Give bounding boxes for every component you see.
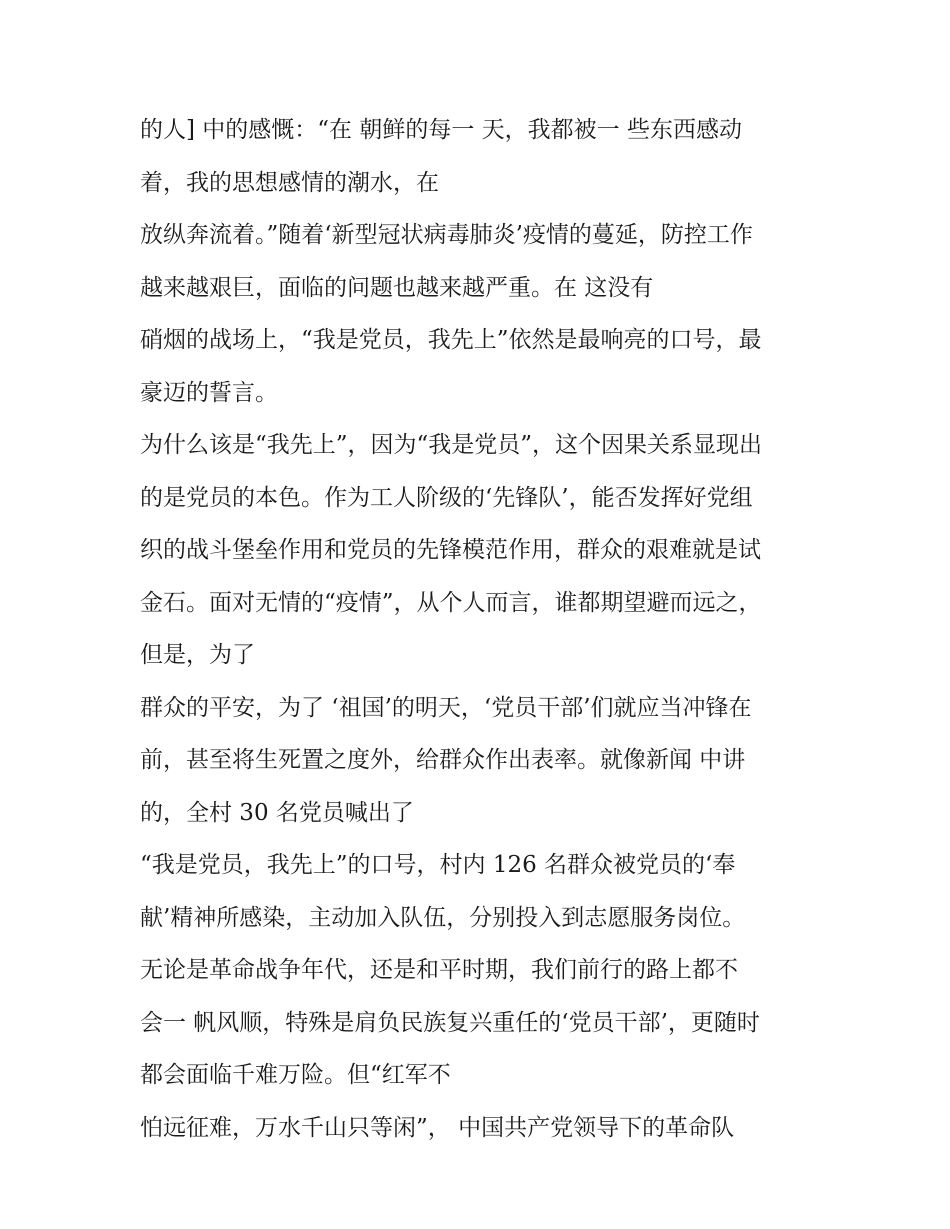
text-line: 前，甚至将生死置之度外，给群众作出表率。就像新闻 中讲 xyxy=(140,747,746,773)
text-line: 无论是革命战争年代，还是和平时期，我们前行的路上都不 xyxy=(140,957,738,983)
text-line: 怕远征难，万水千山只等闲”， 中国共产党领导下的革命队 xyxy=(140,1114,735,1141)
text-line: 放纵奔流着。”随着‘新型冠状病毒肺炎’疫情的蔓延，防控工作 xyxy=(140,222,753,248)
text-line: 但是，为了 xyxy=(140,642,255,668)
text-line: 都会面临千难万险。但“红军不 xyxy=(140,1062,451,1088)
text-line: 织的战斗堡垒作用和党员的先锋模范作用，群众的艰难就是试 xyxy=(140,537,761,563)
body-text xyxy=(140,108,830,1158)
text-line: “我是党员，我先上”的口号，村内 126 名群众被党员的‘奉 xyxy=(140,852,736,878)
text-line: 为什么该是“我先上”，因为“我是党员”，这个因果关系显现出 xyxy=(140,432,763,458)
text-line: 群众的平安，为了 ‘祖国’的明天，‘党员干部’们就应当冲锋在 xyxy=(140,694,752,721)
text-line: 会一 帆风顺，特殊是肩负民族复兴重任的‘党员干部’，更随时 xyxy=(140,1009,760,1036)
text-line: 的人] 中的感慨：“在 朝鲜的每一 天，我都被一 些东西感动 xyxy=(140,117,742,143)
text-line: 越来越艰巨，面临的问题也越来越严重。在 这没有 xyxy=(140,274,654,301)
text-line: 硝烟的战场上，“我是党员，我先上”依然是最响亮的口号，最 xyxy=(140,327,762,353)
text-line: 豪迈的誓言。 xyxy=(140,379,278,406)
text-line: 的，全村 30 名党员喊出了 xyxy=(140,799,414,826)
text-line: 的是党员的本色。作为工人阶级的‘先锋队’，能否发挥好党组 xyxy=(140,484,753,511)
text-line: 着，我的思想感情的潮水，在 xyxy=(140,169,439,196)
text-line: 献’精神所感染，主动加入队伍，分别投入到志愿服务岗位。 xyxy=(140,904,746,931)
text-line: 金石。面对无情的“疫情”，从个人而言，谁都期望避而远之， xyxy=(140,589,762,616)
